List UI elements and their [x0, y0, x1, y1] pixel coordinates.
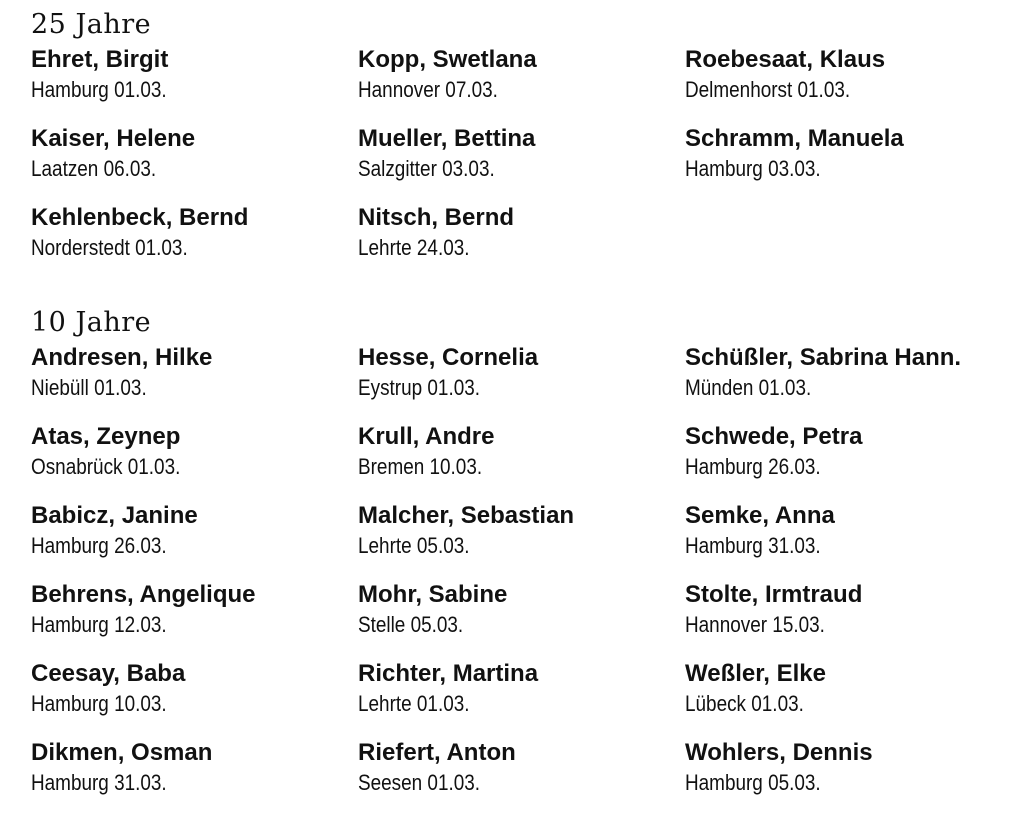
- person-name: Semke, Anna: [685, 502, 835, 529]
- person-name: Kopp, Swetlana: [358, 46, 537, 73]
- location-date: Seesen 01.03.: [358, 770, 481, 795]
- anniversary-entry: [358, 202, 685, 281]
- location-date: Hamburg 12.03.: [31, 612, 167, 637]
- person-name: Mohr, Sabine: [358, 581, 508, 608]
- person-name: Riefert, Anton: [358, 739, 516, 766]
- location-date: Niebüll 01.03.: [31, 375, 147, 400]
- location-date: Norderstedt 01.03.: [31, 235, 188, 260]
- person-name: Hesse, Cornelia: [358, 344, 539, 371]
- anniversary-entry: [358, 658, 685, 737]
- anniversary-entry: [31, 342, 358, 421]
- person-name: Dikmen, Osman: [31, 739, 213, 766]
- person-name: Behrens, Angelique: [31, 581, 256, 608]
- anniversary-entry: [31, 44, 358, 123]
- location-date: Hamburg 26.03.: [31, 533, 167, 558]
- location-date: Lehrte 05.03.: [358, 533, 470, 558]
- location-date: Hamburg 10.03.: [31, 691, 167, 716]
- location-date: Lübeck 01.03.: [685, 691, 804, 716]
- anniversary-entry: [31, 202, 358, 281]
- person-name: Stolte, Irmtraud: [685, 581, 863, 608]
- anniversary-entry: [358, 342, 685, 421]
- person-name: Ceesay, Baba: [31, 660, 186, 687]
- location-date: Hamburg 03.03.: [685, 156, 821, 181]
- person-name: Kaiser, Helene: [31, 125, 196, 152]
- person-name: Schüßler, Sabrina Hann.: [685, 344, 962, 371]
- person-name: Mueller, Bettina: [358, 125, 536, 152]
- location-date: Stelle 05.03.: [358, 612, 464, 637]
- anniversary-entry: [31, 737, 358, 816]
- location-date: Delmenhorst 01.03.: [685, 77, 851, 102]
- anniversary-entry: [31, 658, 358, 737]
- anniversary-section-10: [31, 304, 991, 816]
- anniversary-entry: [685, 737, 991, 816]
- anniversary-entry: [685, 500, 991, 579]
- anniversary-entry: [685, 44, 991, 123]
- entry-grid: [31, 342, 991, 816]
- location-date: Hamburg 05.03.: [685, 770, 821, 795]
- location-date: Hamburg 31.03.: [685, 533, 821, 558]
- anniversary-entry: [31, 421, 358, 500]
- anniversary-entry: [358, 579, 685, 658]
- location-date: Salzgitter 03.03.: [358, 156, 495, 181]
- location-date: Lehrte 24.03.: [358, 235, 470, 260]
- location-date: Hannover 15.03.: [685, 612, 825, 637]
- location-date: Hamburg 01.03.: [31, 77, 167, 102]
- location-date: Hamburg 31.03.: [31, 770, 167, 795]
- person-name: Schramm, Manuela: [685, 125, 904, 152]
- anniversary-section-25: [31, 6, 991, 281]
- anniversary-entry: [685, 342, 991, 421]
- person-name: Nitsch, Bernd: [358, 204, 515, 231]
- person-name: Weßler, Elke: [685, 660, 826, 687]
- person-name: Richter, Martina: [358, 660, 539, 687]
- person-name: Wohlers, Dennis: [685, 739, 873, 766]
- location-date: Lehrte 01.03.: [358, 691, 470, 716]
- location-date: Bremen 10.03.: [358, 454, 483, 479]
- anniversary-entry: [358, 44, 685, 123]
- anniversary-entry: [31, 500, 358, 579]
- anniversary-entry: [31, 123, 358, 202]
- anniversary-entry: [358, 123, 685, 202]
- section-title: 25 Jahre: [31, 9, 152, 40]
- person-name: Babicz, Janine: [31, 502, 198, 529]
- person-name: Schwede, Petra: [685, 423, 863, 450]
- anniversary-entry: [31, 579, 358, 658]
- anniversary-entry: [685, 421, 991, 500]
- person-name: Roebesaat, Klaus: [685, 46, 886, 73]
- person-name: Krull, Andre: [358, 423, 495, 450]
- location-date: Osnabrück 01.03.: [31, 454, 181, 479]
- person-name: Ehret, Birgit: [31, 46, 169, 73]
- anniversary-entry: [685, 123, 991, 202]
- person-name: Atas, Zeynep: [31, 423, 181, 450]
- location-date: Hannover 07.03.: [358, 77, 498, 102]
- location-date: Münden 01.03.: [685, 375, 812, 400]
- anniversary-entry: [685, 579, 991, 658]
- location-date: Laatzen 06.03.: [31, 156, 157, 181]
- anniversary-entry: [358, 421, 685, 500]
- entry-grid: [31, 44, 991, 281]
- location-date: Eystrup 01.03.: [358, 375, 481, 400]
- anniversary-entry: [358, 500, 685, 579]
- section-title: 10 Jahre: [31, 307, 152, 338]
- location-date: Hamburg 26.03.: [685, 454, 821, 479]
- person-name: Kehlenbeck, Bernd: [31, 204, 249, 231]
- person-name: Malcher, Sebastian: [358, 502, 575, 529]
- person-name: Andresen, Hilke: [31, 344, 213, 371]
- anniversary-entry: [358, 737, 685, 816]
- anniversary-entry: [685, 658, 991, 737]
